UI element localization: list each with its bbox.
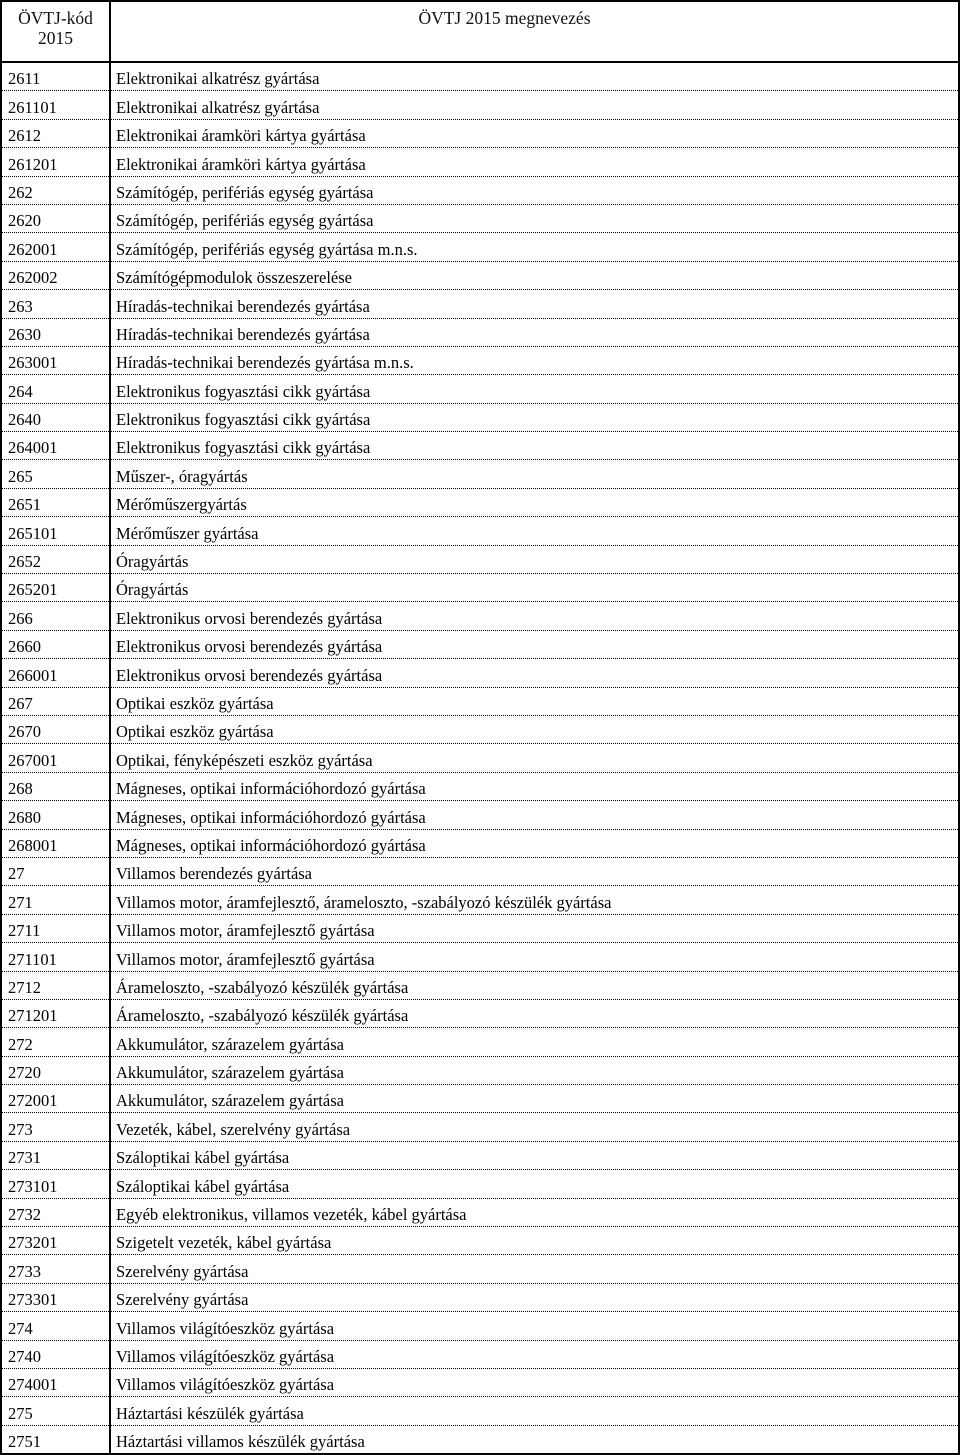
row-name: Mágneses, optikai információhordozó gyártása (110, 801, 959, 829)
table-row (1, 488, 959, 516)
row-code: 2612 (1, 119, 110, 147)
table-row (1, 1283, 959, 1311)
row-code: 2651 (1, 488, 110, 516)
row-name: Háztartási villamos készülék gyártása (110, 1425, 959, 1454)
row-name: Szerelvény gyártása (110, 1255, 959, 1283)
row-name: Mágneses, optikai információhordozó gyártása (110, 772, 959, 800)
row-name: Elektronikai alkatrész gyártása (110, 62, 959, 91)
row-name: Mérőműszergyártás (110, 488, 959, 516)
table-row (1, 715, 959, 743)
row-name: Szigetelt vezeték, kábel gyártása (110, 1227, 959, 1255)
table-row (1, 943, 959, 971)
row-code: 266 (1, 602, 110, 630)
row-name: Elektronikus fogyasztási cikk gyártása (110, 403, 959, 431)
row-code: 267001 (1, 744, 110, 772)
row-name: Villamos világítóeszköz gyártása (110, 1368, 959, 1396)
row-code: 2640 (1, 403, 110, 431)
row-name: Villamos világítóeszköz gyártása (110, 1340, 959, 1368)
row-code: 2711 (1, 914, 110, 942)
table-row (1, 119, 959, 147)
table-row (1, 148, 959, 176)
table-row (1, 91, 959, 119)
table-row (1, 999, 959, 1027)
row-name: Elektronikus fogyasztási cikk gyártása (110, 375, 959, 403)
table-row (1, 886, 959, 914)
row-name: Elektronikus fogyasztási cikk gyártása (110, 432, 959, 460)
row-name: Villamos motor, áramfejlesztő gyártása (110, 914, 959, 942)
row-name: Vezeték, kábel, szerelvény gyártása (110, 1113, 959, 1141)
row-name: Mágneses, optikai információhordozó gyártása (110, 829, 959, 857)
table-row (1, 630, 959, 658)
table-row (1, 545, 959, 573)
code-header-line2: 2015 (38, 28, 73, 48)
row-code: 2733 (1, 1255, 110, 1283)
row-code: 264 (1, 375, 110, 403)
row-name: Elektronikus orvosi berendezés gyártása (110, 659, 959, 687)
row-code: 2712 (1, 971, 110, 999)
table-row (1, 1085, 959, 1113)
row-name: Mérőműszer gyártása (110, 517, 959, 545)
row-name: Optikai, fényképészeti eszköz gyártása (110, 744, 959, 772)
table-row (1, 1227, 959, 1255)
table-row (1, 432, 959, 460)
row-name: Optikai eszköz gyártása (110, 715, 959, 743)
row-code: 2611 (1, 62, 110, 91)
row-name: Akkumulátor, szárazelem gyártása (110, 1056, 959, 1084)
row-name: Háztartási készülék gyártása (110, 1397, 959, 1425)
table-row (1, 574, 959, 602)
row-code: 261101 (1, 91, 110, 119)
table-body (1, 62, 959, 1454)
table-row (1, 460, 959, 488)
row-code: 271201 (1, 999, 110, 1027)
row-name: Szerelvény gyártása (110, 1283, 959, 1311)
row-name: Villamos berendezés gyártása (110, 857, 959, 885)
row-code: 27 (1, 857, 110, 885)
table-row (1, 914, 959, 942)
row-name: Elektronikai alkatrész gyártása (110, 91, 959, 119)
table-row (1, 1028, 959, 1056)
row-code: 2732 (1, 1198, 110, 1226)
row-code: 264001 (1, 432, 110, 460)
row-code: 2740 (1, 1340, 110, 1368)
row-code: 275 (1, 1397, 110, 1425)
row-code: 262001 (1, 233, 110, 261)
row-name: Száloptikai kábel gyártása (110, 1170, 959, 1198)
row-name: Villamos motor, áramfejlesztő gyártása (110, 943, 959, 971)
row-name: Optikai eszköz gyártása (110, 687, 959, 715)
row-name: Számítógép, perifériás egység gyártása (110, 176, 959, 204)
table-row (1, 403, 959, 431)
row-name: Akkumulátor, szárazelem gyártása (110, 1028, 959, 1056)
row-code: 271101 (1, 943, 110, 971)
row-name: Óragyártás (110, 545, 959, 573)
row-name: Híradás-technikai berendezés gyártása (110, 318, 959, 346)
row-name: Száloptikai kábel gyártása (110, 1141, 959, 1169)
row-code: 2620 (1, 204, 110, 232)
row-code: 273101 (1, 1170, 110, 1198)
table-row (1, 801, 959, 829)
table-row (1, 1368, 959, 1396)
row-code: 265 (1, 460, 110, 488)
row-code: 268 (1, 772, 110, 800)
table-row (1, 829, 959, 857)
row-name: Híradás-technikai berendezés gyártása (110, 290, 959, 318)
row-code: 271 (1, 886, 110, 914)
row-code: 2670 (1, 715, 110, 743)
table-row (1, 1170, 959, 1198)
table-row (1, 602, 959, 630)
row-code: 2660 (1, 630, 110, 658)
table-row (1, 1056, 959, 1084)
row-name: Villamos világítóeszköz gyártása (110, 1312, 959, 1340)
row-name: Elektronikus orvosi berendezés gyártása (110, 630, 959, 658)
row-code: 266001 (1, 659, 110, 687)
row-code: 272001 (1, 1085, 110, 1113)
row-name: Árameloszto, -szabályozó készülék gyártása (110, 999, 959, 1027)
table-row (1, 1340, 959, 1368)
row-code: 261201 (1, 148, 110, 176)
table-row (1, 1312, 959, 1340)
row-name: Műszer-, óragyártás (110, 460, 959, 488)
table-row (1, 857, 959, 885)
row-code: 273 (1, 1113, 110, 1141)
row-code: 265101 (1, 517, 110, 545)
row-code: 265201 (1, 574, 110, 602)
row-name: Akkumulátor, szárazelem gyártása (110, 1085, 959, 1113)
row-name: Számítógép, perifériás egység gyártása (110, 204, 959, 232)
row-code: 263001 (1, 346, 110, 374)
table-row (1, 1113, 959, 1141)
row-code: 268001 (1, 829, 110, 857)
table-row (1, 176, 959, 204)
row-code: 272 (1, 1028, 110, 1056)
table-row (1, 772, 959, 800)
row-code: 2720 (1, 1056, 110, 1084)
row-name: Villamos motor, áramfejlesztő, árameloszto, -szabályozó készülék gyártása (110, 886, 959, 914)
table-row (1, 62, 959, 91)
table-row (1, 517, 959, 545)
table-row (1, 744, 959, 772)
table-row (1, 233, 959, 261)
row-name: Egyéb elektronikus, villamos vezeték, kábel gyártása (110, 1198, 959, 1226)
table-row (1, 1198, 959, 1226)
table-row (1, 261, 959, 289)
row-name: Számítógép, perifériás egység gyártása m.n.s. (110, 233, 959, 261)
row-name: Elektronikai áramköri kártya gyártása (110, 148, 959, 176)
table-row (1, 1397, 959, 1425)
table-row (1, 1425, 959, 1454)
code-header-line1: ÖVTJ-kód (18, 8, 93, 28)
table-row (1, 318, 959, 346)
row-code: 2751 (1, 1425, 110, 1454)
row-code: 2652 (1, 545, 110, 573)
row-code: 262002 (1, 261, 110, 289)
row-name: Óragyártás (110, 574, 959, 602)
row-code: 267 (1, 687, 110, 715)
row-name: Számítógépmodulok összeszerelése (110, 261, 959, 289)
code-column-header (1, 1, 110, 62)
name-column-header: ÖVTJ 2015 megnevezés (110, 1, 959, 62)
table-row (1, 1141, 959, 1169)
row-name: Elektronikai áramköri kártya gyártása (110, 119, 959, 147)
table-row (1, 659, 959, 687)
table-row (1, 204, 959, 232)
row-code: 263 (1, 290, 110, 318)
row-code: 2731 (1, 1141, 110, 1169)
header-row (1, 1, 959, 62)
row-name: Árameloszto, -szabályozó készülék gyártása (110, 971, 959, 999)
row-name: Elektronikus orvosi berendezés gyártása (110, 602, 959, 630)
row-code: 2630 (1, 318, 110, 346)
row-name: Híradás-technikai berendezés gyártása m.n.s. (110, 346, 959, 374)
row-code: 273201 (1, 1227, 110, 1255)
row-code: 273301 (1, 1283, 110, 1311)
table-row (1, 290, 959, 318)
row-code: 262 (1, 176, 110, 204)
table-row (1, 346, 959, 374)
table-row (1, 971, 959, 999)
row-code: 274 (1, 1312, 110, 1340)
row-code: 2680 (1, 801, 110, 829)
table-row (1, 375, 959, 403)
table-row (1, 1255, 959, 1283)
row-code: 274001 (1, 1368, 110, 1396)
table-row (1, 687, 959, 715)
